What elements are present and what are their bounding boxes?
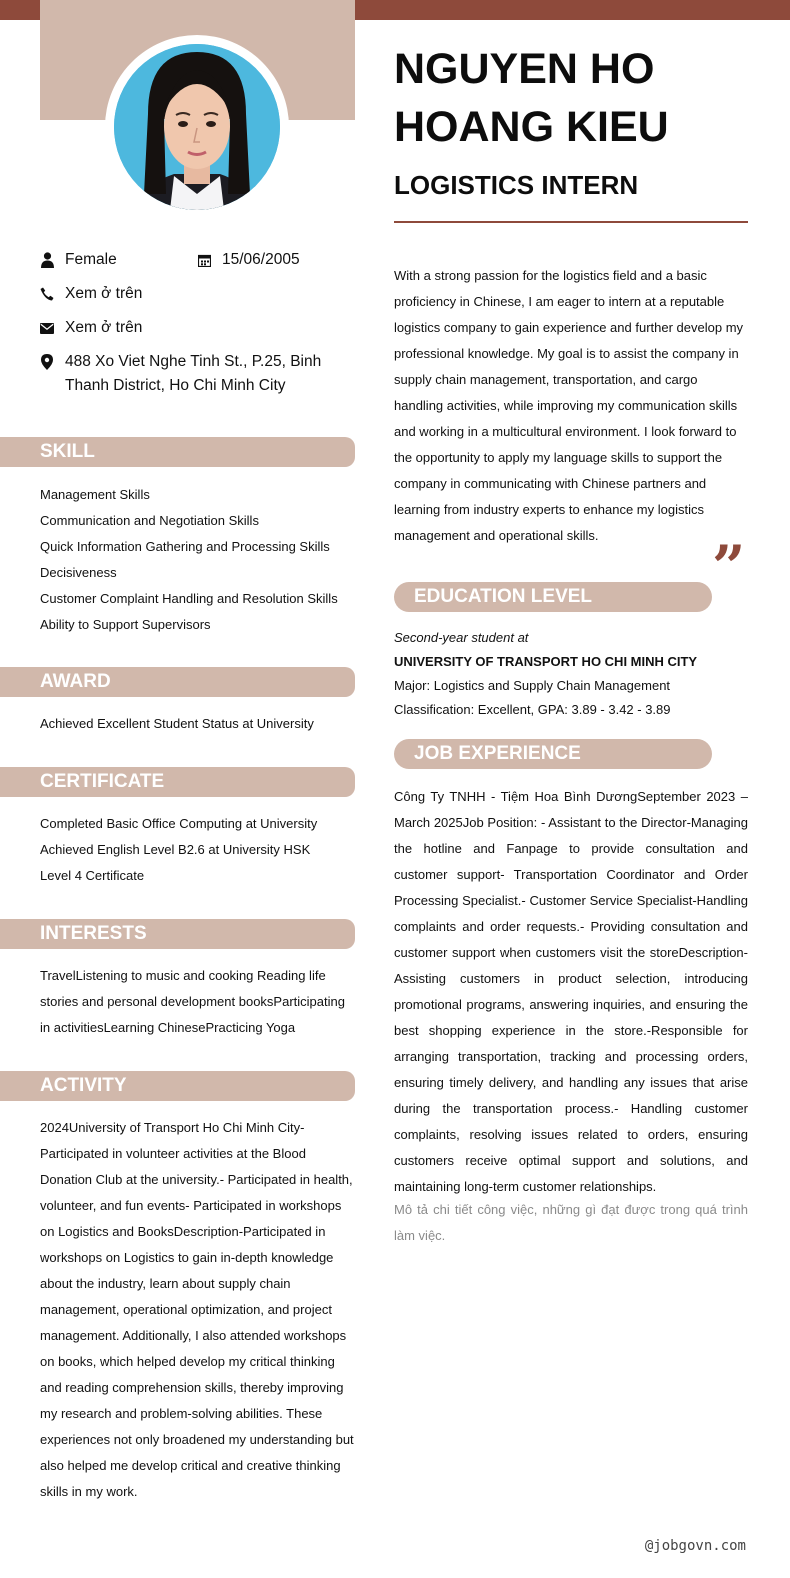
education-school: UNIVERSITY OF TRANSPORT HO CHI MINH CITY	[394, 654, 698, 669]
quote-mark-icon: ”	[712, 533, 746, 601]
dob-row	[197, 248, 300, 272]
dob-value: 15/06/2005	[222, 251, 300, 268]
activity-text: 2024University of Transport Ho Chi Minh City-Participated in volunteer activities at the Blood Donation Club at the university.- Participated in health, volunteer, and fun events- Participated in workshops on Logistics and BooksDescription-Participated in workshops on Logistics to gain in-depth knowledge about the industry, learn about supply chain management, operational optimization, and project management. Additionally, I also attended workshops on books, which helped develop my critical thinking and reading comprehension skills, thereby improving my research and problem-solving abilities. These experiences not only broadened my understanding but also helped me develop critical and creative thinking skills in my work.	[40, 1120, 354, 1499]
section-header-interests: INTERESTS	[0, 919, 355, 949]
experience-placeholder: Mô tả chi tiết công việc, những gì đạt được trong quá trình làm việc.	[394, 1202, 748, 1243]
skill-list	[40, 482, 356, 638]
education-classification: Classification: Excellent, GPA: 3.89 - 3.42 - 3.89	[394, 702, 671, 717]
certificate-text: Completed Basic Office Computing at University Achieved English Level B2.6 at University HSK Level 4 Certificate	[40, 816, 318, 883]
section-header-activity: ACTIVITY	[0, 1071, 355, 1101]
skill-item: Ability to Support Supervisors	[40, 617, 211, 632]
education-status: Second-year student at	[394, 630, 529, 645]
candidate-name: NGUYEN HO HOANG KIEU	[394, 45, 669, 151]
email-value: Xem ở trên	[65, 319, 143, 336]
map-pin-icon	[40, 350, 54, 374]
address-value: 488 Xo Viet Nghe Tinh St., P.25, Binh Thanh District, Ho Chi Minh City	[65, 353, 322, 394]
title-divider	[394, 221, 748, 223]
job-title: LOGISTICS INTERN	[394, 170, 639, 200]
watermark: @jobgovn.com	[644, 1538, 746, 1554]
gender-value: Female	[65, 251, 117, 268]
section-header-certificate: CERTIFICATE	[0, 767, 355, 797]
phone-row	[40, 282, 142, 306]
person-icon	[40, 248, 54, 272]
gender-row	[40, 248, 117, 272]
email-row	[40, 316, 142, 340]
interests-text: TravelListening to music and cooking Reading life stories and personal development booksParticipating in activitiesLearning ChinesePracticing Yoga	[40, 968, 345, 1035]
section-header-experience: JOB EXPERIENCE	[394, 739, 712, 769]
education-block	[394, 626, 748, 722]
envelope-icon	[40, 316, 54, 340]
skill-item: Management Skills	[40, 487, 150, 502]
address-row	[40, 350, 330, 398]
phone-icon	[40, 282, 54, 306]
award-text: Achieved Excellent Student Status at University	[40, 716, 314, 731]
skill-item: Quick Information Gathering and Processing Skills	[40, 539, 330, 554]
career-objective: With a strong passion for the logistics field and a basic proficiency in Chinese, I am eager to intern at a reputable logistics company to gain experience and further develop my professional knowledge. My goal is to assist the company in supply chain management, transportation, and cargo handling activities, while improving my communication skills and working in a multicultural environment. I look forward to the opportunity to apply my language skills to support the company in communicating with Chinese partners and learning from industry experts to enhance my logistics management and operational skills.	[394, 268, 744, 543]
section-header-skill: SKILL	[0, 437, 355, 467]
experience-text: Công Ty TNHH - Tiệm Hoa Bình DươngSeptember 2023 – March 2025Job Position: - Assistant to the Director-Managing the hotline and Fanpage to provide consultation and customer support- Transportation Coordinator and Order Processing Specialist.- Customer Service Specialist-Handling complaints and order requests.- Providing consultation and customer support when customers visit the storeDescription- Assisting customers in product selection, introducing promotional programs, answering inquiries, and ensuring the best shopping experience in the store.-Responsible for arranging transportation, tracking and processing orders, ensuring timely delivery, and handling any issues that arise during the transportation process.- Handling customer complaints, resolving issues related to orders, ensuring customers receive optimal support and solutions, and maintaining long-term customer relationships.	[394, 789, 748, 1194]
skill-item: Communication and Negotiation Skills	[40, 513, 259, 528]
skill-item: Decisiveness	[40, 565, 117, 580]
skill-item: Customer Complaint Handling and Resolution Skills	[40, 591, 338, 606]
phone-value: Xem ở trên	[65, 285, 143, 302]
profile-photo	[114, 44, 280, 210]
section-header-award: AWARD	[0, 667, 355, 697]
calendar-icon	[197, 248, 211, 272]
section-header-education: EDUCATION LEVEL	[394, 582, 712, 612]
education-major: Major: Logistics and Supply Chain Management	[394, 678, 671, 693]
